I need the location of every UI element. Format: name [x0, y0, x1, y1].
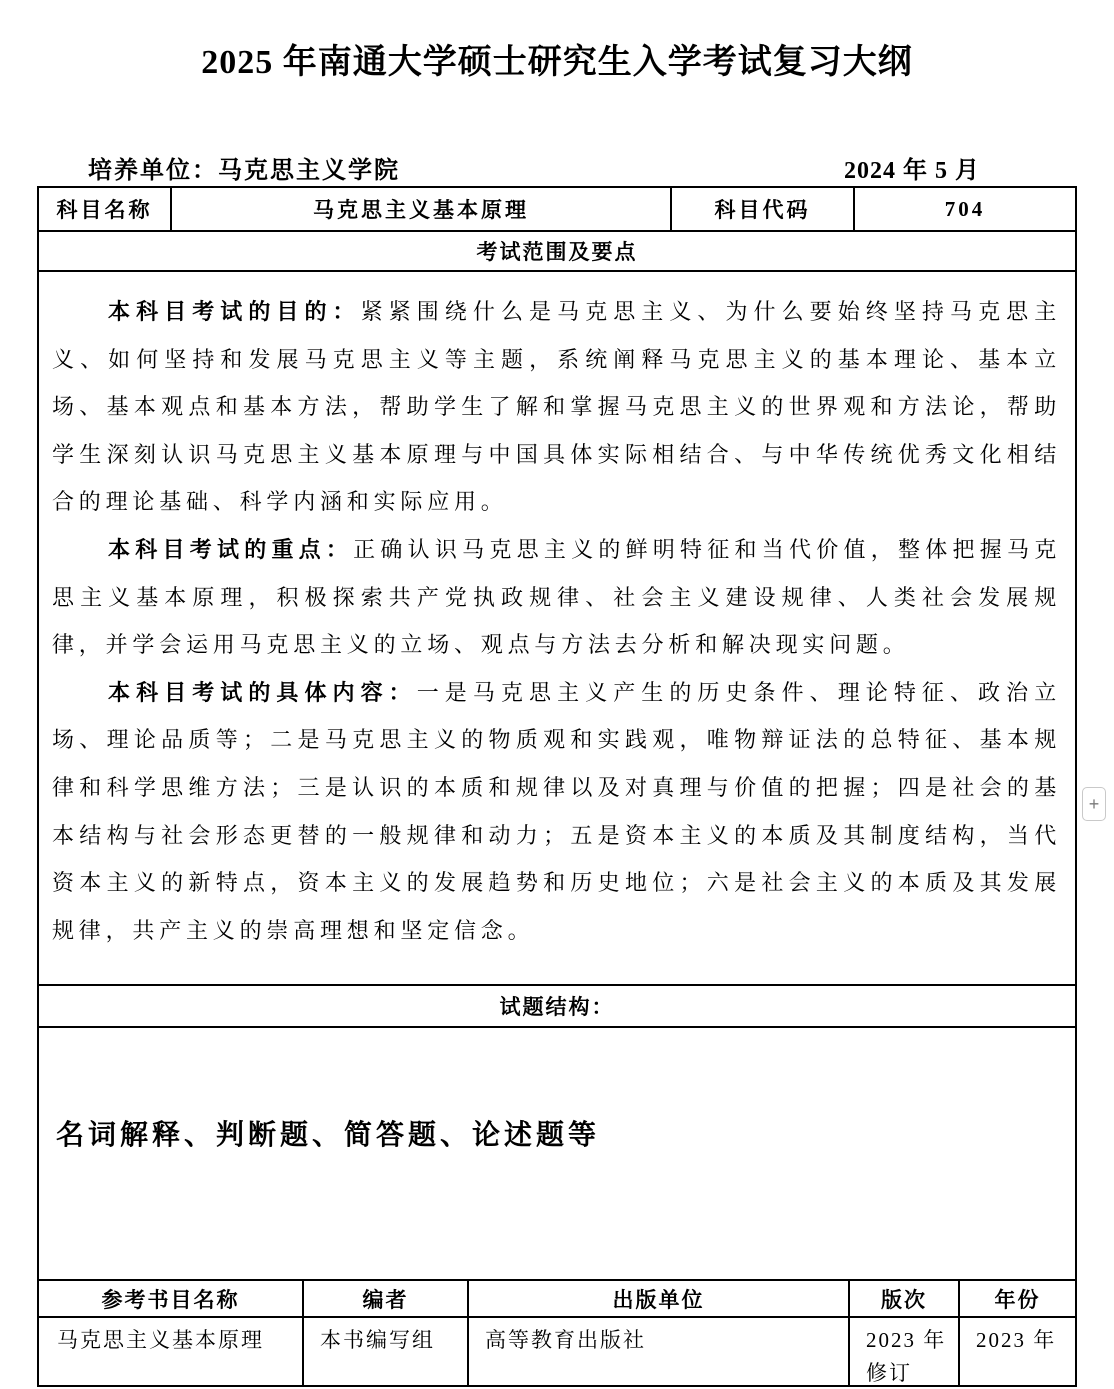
ref-publisher: 高等教育出版社 — [469, 1318, 850, 1385]
scope-paragraph — [52, 288, 1061, 526]
ref-header-book-name: 参考书目名称 — [39, 1281, 304, 1316]
scope-section-header: 考试范围及要点 — [39, 232, 1075, 272]
scope-section-body — [39, 272, 1075, 986]
subject-code-value: 704 — [944, 196, 986, 221]
subject-name-label: 科目名称 — [39, 188, 172, 230]
syllabus-table — [37, 186, 1077, 1387]
training-unit: 培养单位：马克思主义学院 — [88, 158, 400, 184]
ref-header-edition: 版次 — [850, 1281, 960, 1316]
ref-book-name: 马克思主义基本原理 — [39, 1318, 304, 1385]
structure-section-body — [39, 1028, 1075, 1281]
subject-row — [39, 188, 1075, 232]
meta-line — [0, 150, 1114, 184]
document-date: 2024 年 5 月 — [844, 158, 980, 184]
structure-content: 名词解释、判断题、简答题、论述题等 — [56, 1120, 601, 1151]
paragraph-text: 紧紧围绕什么是马克思主义、为什么要始终坚持马克思主义、如何坚持和发展马克思主义等主题，系统阐释马克思主义的基本理论、基本立场、基本观点和基本方法，帮助学生了解和掌握马克思主义的世界观和方法论，帮助学生深刻认识马克思主义基本原理与中国具体实际相结合、与中华传统优秀文化相结合的理论基础、科学内涵和实际应用。 — [52, 299, 1061, 515]
paragraph-lead: 本科目考试的目的： — [108, 299, 361, 324]
paragraph-text: 正确认识马克思主义的鲜明特征和当代价值，整体把握马克思主义基本原理，积极探索共产党执政规律、社会主义建设规律、人类社会发展规律，并学会运用马克思主义的立场、观点与方法去分析和解决现实问题。 — [52, 536, 1061, 658]
subject-code-label: 科目代码 — [672, 188, 855, 230]
scope-paragraph — [52, 526, 1061, 669]
ref-header-publisher: 出版单位 — [469, 1281, 850, 1316]
subject-name-value: 马克思主义基本原理 — [172, 188, 672, 230]
structure-section-header: 试题结构： — [39, 986, 1075, 1028]
ref-header-editor: 编者 — [304, 1281, 469, 1316]
paragraph-lead: 本科目考试的具体内容： — [108, 679, 417, 705]
references-header-row — [39, 1281, 1075, 1318]
paragraph-lead: 本科目考试的重点： — [108, 536, 354, 562]
references-data-row — [39, 1318, 1075, 1385]
scope-paragraph — [52, 669, 1061, 955]
page-title: 2025 年南通大学硕士研究生入学考试复习大纲 — [201, 44, 913, 81]
ref-year: 2023 年 — [976, 1328, 1057, 1352]
ref-edition: 2023 年修订 — [850, 1318, 960, 1385]
ref-editor: 本书编写组 — [304, 1318, 469, 1385]
paragraph-text: 一是马克思主义产生的历史条件、理论特征、政治立场、理论品质等；二是马克思主义的物质观和实践观，唯物辩证法的总特征、基本规律和科学思维方法；三是认识的本质和规律以及对真理与价值的把握；四是社会的基本结构与社会形态更替的一般规律和动力；五是资本主义的本质及其制度结构，当代资本主义的新特点，资本主义的发展趋势和历史地位；六是社会主义的本质及其发展规律，共产主义的崇高理想和坚定信念。 — [52, 679, 1061, 943]
add-button[interactable]: + — [1082, 787, 1106, 821]
ref-header-year: 年份 — [994, 1287, 1041, 1312]
